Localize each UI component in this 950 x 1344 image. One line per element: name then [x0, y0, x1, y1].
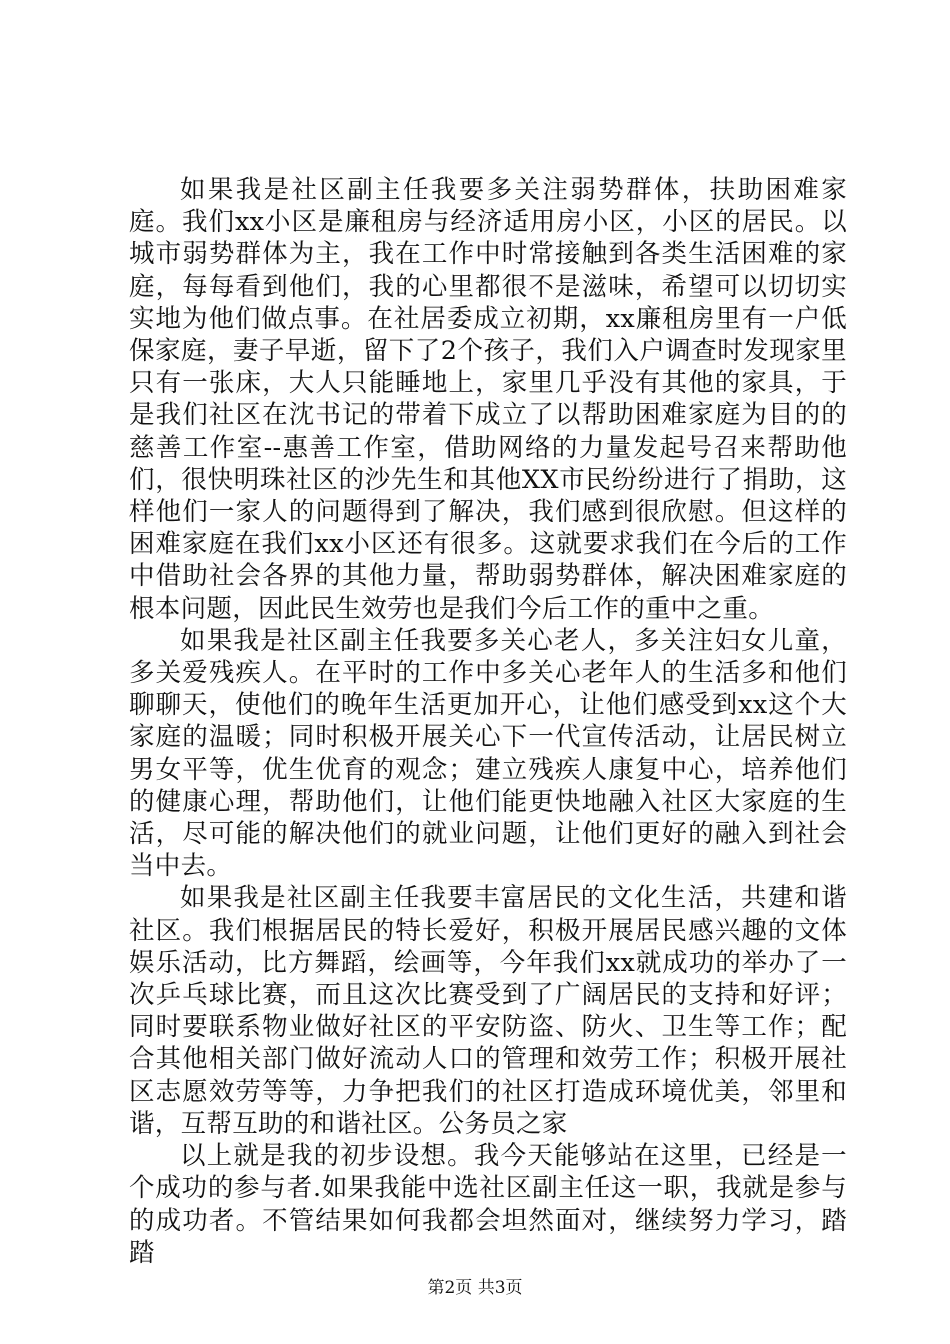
page-number-footer: 第2页 共3页	[427, 1278, 523, 1298]
paragraph-2: 如果我是社区副主任我要多关心老人，多关注妇女儿童，多关爱残疾人。在平时的工作中多关心老年人的生活多和他们聊聊天，使他们的晚年生活更加开心，让他们感受到xx这个大家庭的温暖；同时积极开展关心下一代宣传活动，让居民树立男女平等，优生优育的观念；建立残疾人康复中心，培养他们的健康心理，帮助他们，让他们能更快地融入社区大家庭的生活，尽可能的解决他们的就业问题，让他们更好的融入到社会当中去。	[129, 625, 847, 882]
document-body	[129, 174, 847, 1269]
paragraph-1: 如果我是社区副主任我要多关注弱势群体，扶助困难家庭。我们xx小区是廉租房与经济适用房小区，小区的居民。以城市弱势群体为主，我在工作中时常接触到各类生活困难的家庭，每每看到他们，我的心里都很不是滋味，希望可以切切实实地为他们做点事。在社居委成立初期，xx廉租房里有一户低保家庭，妻子早逝，留下了2个孩子，我们入户调查时发现家里只有一张床，大人只能睡地上，家里几乎没有其他的家具，于是我们社区在沈书记的带着下成立了以帮助困难家庭为目的的慈善工作室--惠善工作室，借助网络的力量发起号召来帮助他们，很快明珠社区的沙先生和其他XX市民纷纷进行了捐助，这样他们一家人的问题得到了解决，我们感到很欣慰。但这样的困难家庭在我们xx小区还有很多。这就要求我们在今后的工作中借助社会各界的其他力量，帮助弱势群体，解决困难家庭的根本问题，因此民生效劳也是我们今后工作的重中之重。	[129, 175, 847, 624]
paragraph-3: 如果我是社区副主任我要丰富居民的文化生活，共建和谐社区。我们根据居民的特长爱好，积极开展居民感兴趣的文体娱乐活动，比方舞蹈，绘画等，今年我们xx就成功的举办了一次乒乓球比赛，而且这次比赛受到了广阔居民的支持和好评；同时要联系物业做好社区的平安防盗、防火、卫生等工作；配合其他相关部门做好流动人口的管理和效劳工作；积极开展社区志愿效劳等等，力争把我们的社区打造成环境优美，邻里和谐，互帮互助的和谐社区。公务员之家	[129, 883, 847, 1139]
paragraph-4: 以上就是我的初步设想。我今天能够站在这里，已经是一个成功的参与者.如果我能中选社区副主任这一职，我就是参与的成功者。不管结果如何我都会坦然面对，继续努力学习，踏踏	[129, 1141, 847, 1268]
